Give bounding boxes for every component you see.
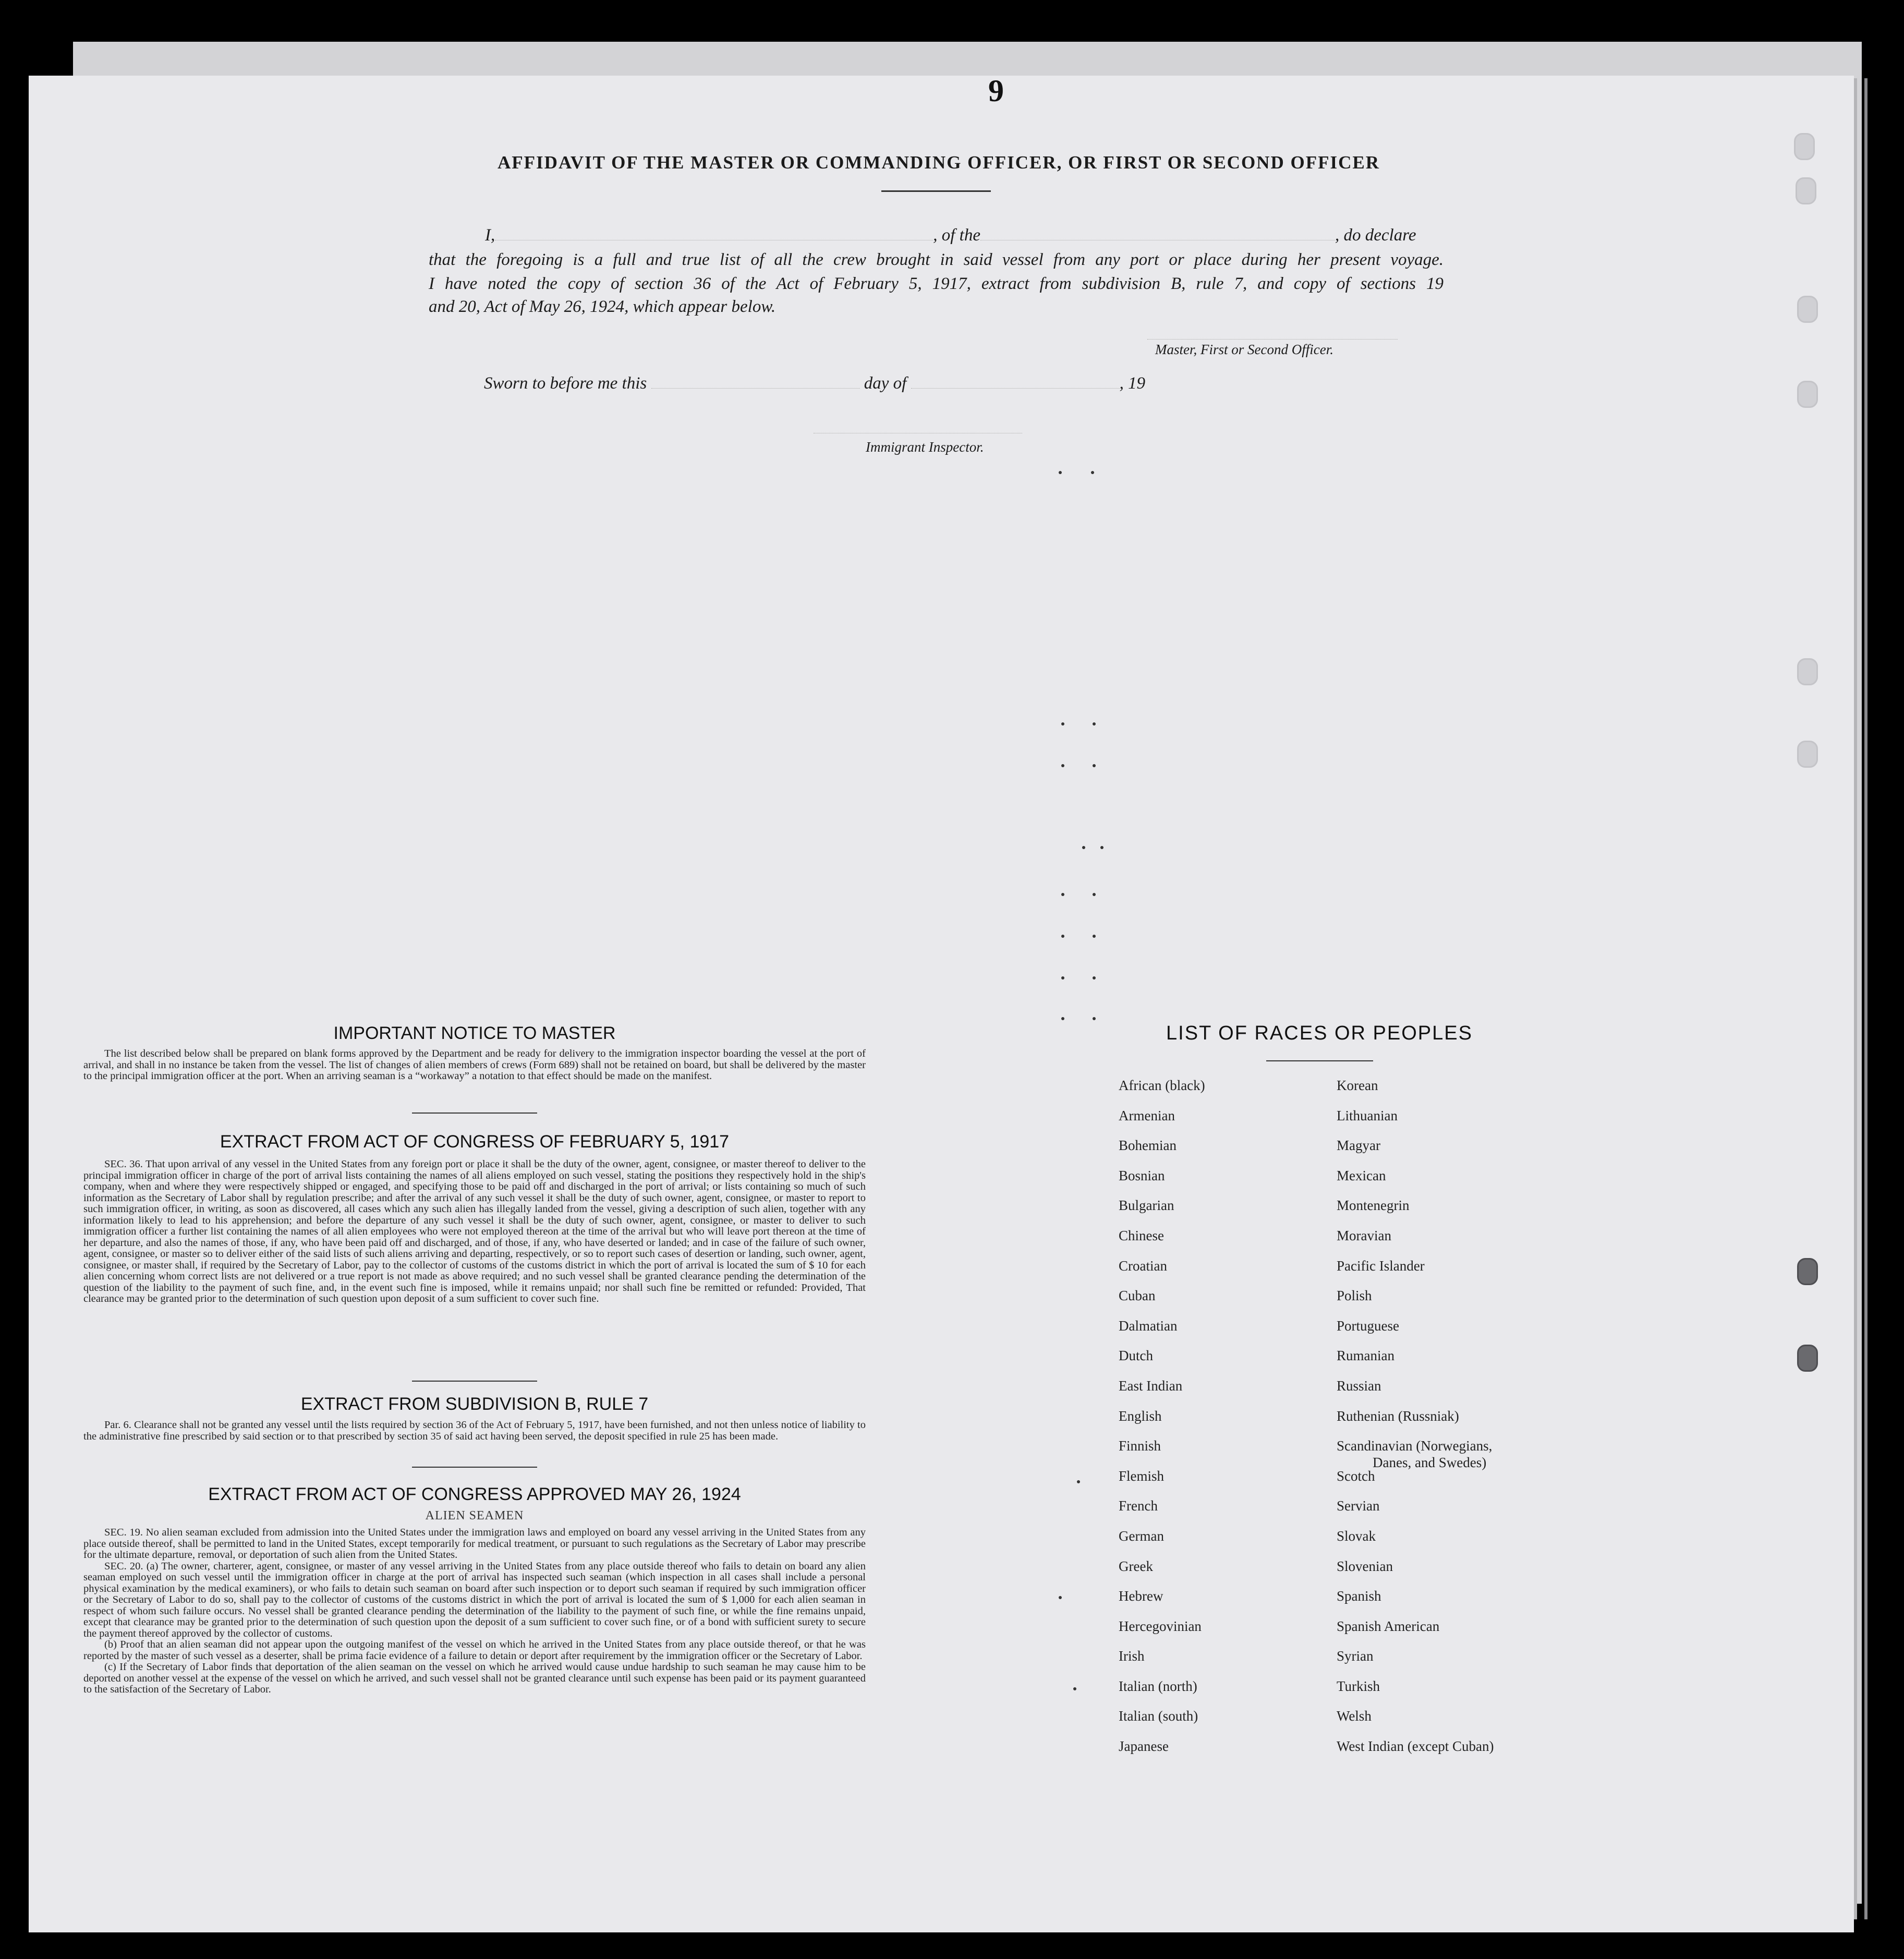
notice-text	[83, 1048, 866, 1082]
binder-hole	[1796, 177, 1816, 204]
race-item: Dalmatian	[1119, 1317, 1178, 1334]
vessel-prefix: , of the	[933, 226, 980, 245]
race-item: Spanish American	[1337, 1618, 1440, 1634]
race-item: Korean	[1337, 1078, 1378, 1093]
scan-speck	[1082, 846, 1085, 849]
inspector-signature-field[interactable]	[814, 422, 1022, 433]
race-item: African (black)	[1119, 1078, 1205, 1093]
race-item: Montenegrin	[1337, 1198, 1410, 1214]
race-item: Hercegovinian	[1119, 1618, 1202, 1634]
race-item: English	[1119, 1408, 1162, 1424]
sworn-prefix: Sworn to before me this	[484, 374, 647, 393]
binder-hole	[1797, 381, 1818, 408]
race-item: Irish	[1119, 1648, 1145, 1664]
race-item: Japanese	[1119, 1738, 1169, 1755]
binder-hole	[1797, 658, 1818, 685]
section-19-paragraph: SEC. 19. No alien seaman excluded from admission into the United States under the immigration laws and employed on board any vessel arriving in the United States from any place outside thereof, shall be permitted to land in the United States, except temporarily for medical treatment, or pursuant to such regulations as the Secretary of Labor may prescribe for the ultimate departure, removal, or deportation of such alien from the United States.	[83, 1527, 866, 1561]
race-item: East Indian	[1119, 1377, 1183, 1394]
scan-speck	[1093, 722, 1096, 725]
scan-speck	[1077, 1480, 1080, 1483]
scan-speck	[1100, 846, 1103, 849]
section-rule	[412, 1381, 537, 1382]
race-item: West Indian (except Cuban)	[1337, 1738, 1494, 1755]
races-column-left	[1119, 1078, 1205, 1769]
race-item: Magyar	[1337, 1138, 1380, 1154]
scan-speck	[1061, 976, 1064, 980]
section-rule	[412, 1112, 537, 1114]
notice-paragraph: The list described below shall be prepared on blank forms approved by the Department and be ready for delivery to the immigration inspector boarding the vessel at the port of arrival, and shall in no instance be taken from the vessel. The list of changes of alien members of crews (Form 689) shall not be retained on board, but shall be delivered by the master to the principal immigration officer at the port. When an arriving seaman is a “workaway” a notation to that effect should be made on the manifest.	[83, 1048, 866, 1082]
signature-label: Master, First or Second Officer.	[1155, 342, 1333, 357]
sworn-line	[484, 371, 1266, 395]
race-item: Bohemian	[1119, 1138, 1177, 1154]
race-item: Scotch	[1337, 1468, 1375, 1484]
sworn-day-of: day of	[864, 374, 907, 393]
races-title: LIST OF RACES OR PEOPLES	[1166, 1022, 1473, 1044]
race-item: Scandinavian (Norwegians,	[1337, 1438, 1493, 1454]
declaration-text: I have noted the copy of section 36 of the Act of February 5, 1917, extract from subdivision B, rule 7, and copy of sections 19	[429, 274, 1444, 293]
scan-speck	[1059, 471, 1062, 474]
scan-speck	[1061, 935, 1064, 938]
scan-speck	[1093, 764, 1096, 767]
race-item: Polish	[1337, 1288, 1372, 1304]
scan-speck	[1059, 1596, 1062, 1599]
scan-speck	[1091, 471, 1094, 474]
rule-7-paragraph: Par. 6. Clearance shall not be granted any vessel until the lists required by section 36 of the Act of February 5, 1917, have been furnished, and not then unless notice of liability to the administrative fine prescribed by said section or to that prescribed by section 35 of said act having been served, the deposit specified in rule 25 has been made.	[83, 1419, 866, 1442]
race-item: Syrian	[1337, 1648, 1374, 1664]
scan-speck	[1073, 1687, 1076, 1690]
scan-speck	[1061, 1017, 1064, 1020]
extract-1917-title: EXTRACT FROM ACT OF CONGRESS OF FEBRUARY 5, 1917	[220, 1132, 730, 1152]
race-item: Spanish	[1337, 1588, 1381, 1604]
extract-1924-subtitle: ALIEN SEAMEN	[425, 1509, 524, 1522]
scan-speck	[1061, 764, 1064, 767]
race-item: Turkish	[1337, 1678, 1380, 1694]
notice-title: IMPORTANT NOTICE TO MASTER	[333, 1023, 616, 1043]
race-item: Moravian	[1337, 1227, 1391, 1243]
declaration-text: that the foregoing is a full and true list of all the crew brought in said vessel from any port or place during her present voyage.	[429, 250, 1444, 269]
section-20b-paragraph: (b) Proof that an alien seaman did not appear upon the outgoing manifest of the vessel on which he arrived in the United States from any place outside thereof, or that he was reported by the master of such vessel as a deserter, shall be prima facie evidence of a failure to detain or deport after requirement by the immigration officer or the Secretary of Labor.	[83, 1639, 866, 1662]
race-item: Croatian	[1119, 1257, 1167, 1274]
section-36-paragraph: SEC. 36. That upon arrival of any vessel in the United States from any foreign port or place it shall be the duty of the owner, agent, consignee, or master thereof to deliver to the principal immigration officer in charge of the port of arrival lists containing the names of all aliens employed on such vessel, stating the positions they respectively hold in the ship's company, when and where they were respectively shipped or engaged, and specifying those to be paid off and discharged in the port of arrival; or lists containing so much of such information as the Secretary of Labor shall by regulation prescribe; and after the arrival of any such vessel it shall be the duty of such owner, agent, consignee, or master to report to such immigration officer, in writing, as soon as discovered, all cases which any such alien has illegally landed from the vessel, giving a description of such alien, together with any information likely to lead to his apprehension; and before the departure of any such vessel it shall be the duty of such owner, agent, consignee, or master to deliver to such immigration officer a further list containing the names of all alien employees who were not employed thereon at the time of the arrival but who will leave port thereon at the time of her departure, and also the names of those, if any, who have been paid off and discharged, and of those, if any, who have deserted or landed; and in case of the failure of such owner, agent, consignee, or master so to deliver either of the said lists of such aliens arriving and departing, respectively, or so to report such cases of desertion or landing, such owner, agent, consignee, or master shall, if required by the Secretary of Labor, pay to the collector of customs of the customs district in which the port of arrival is located the sum of $ 10 for each alien concerning whom correct lists are not delivered or a true report is not made as above required; and no such vessel shall be granted clearance pending the determination of the question of the liability to the payment of such fine, and, in the event such fine is imposed, while it remains unpaid; nor shall such fine be remitted or refunded: Provided, That clearance may be granted prior to the determination of such question upon deposit of a sum sufficient to cover such fine.	[83, 1158, 866, 1304]
declaration-line	[485, 223, 1450, 247]
race-item: Servian	[1337, 1498, 1380, 1514]
race-item: Italian (north)	[1119, 1678, 1197, 1694]
declarant-name-field[interactable]	[495, 224, 933, 240]
declare-suffix: , do declare	[1335, 226, 1416, 245]
race-item: Armenian	[1119, 1107, 1175, 1123]
sworn-month-field[interactable]	[911, 372, 1120, 389]
vessel-name-field[interactable]	[980, 224, 1335, 240]
race-item: Hebrew	[1119, 1588, 1163, 1604]
race-item: Slovak	[1337, 1528, 1376, 1544]
sworn-day-field[interactable]	[651, 372, 860, 389]
signature-field[interactable]	[1147, 329, 1398, 340]
rule-7-title: EXTRACT FROM SUBDIVISION B, RULE 7	[300, 1394, 649, 1414]
declarant-prefix: I,	[485, 226, 495, 245]
rule-7-text	[83, 1420, 866, 1442]
race-item: French	[1119, 1498, 1158, 1514]
races-title-rule	[1266, 1060, 1373, 1061]
sworn-year-prefix: , 19	[1119, 374, 1146, 393]
race-item: Bosnian	[1119, 1167, 1165, 1183]
scan-speck	[1093, 976, 1096, 980]
page-edge	[1864, 78, 1867, 1919]
race-item: Welsh	[1337, 1708, 1372, 1724]
race-item: Russian	[1337, 1377, 1381, 1394]
binder-hole	[1797, 741, 1818, 768]
race-item: Cuban	[1119, 1288, 1156, 1304]
races-column-right	[1337, 1078, 1494, 1769]
race-item: Lithuanian	[1337, 1107, 1398, 1123]
extract-1924-text	[83, 1527, 866, 1696]
inspector-label: Immigrant Inspector.	[866, 439, 984, 455]
scan-speck	[1061, 893, 1064, 896]
section-20a-paragraph: SEC. 20. (a) The owner, charterer, agent, consignee, or master of any vessel arriving in the United States from any place outside thereof who fails to detain on board any alien seaman employed on such vessel until the immigration officer in charge at the port of arrival has inspected such seaman (which inspection in all cases shall include a personal physical examination by the medical examiners), or who fails to detain such seaman on board after such inspection or to deport such seaman if required by such immigration officer or the Secretary of Labor to do so, shall pay to the collector of customs of the customs district in which the port of arrival is located the sum of $ 1,000 for each alien seaman in respect of whom such failure occurs. No vessel shall be granted clearance pending the determination of the liability to the payment of such fine, or while the fine remains unpaid, except that clearance may be granted prior to the determination of such question upon the deposit of a sum sufficient to cover such fine, or of a bond with sufficient surety to secure the payment thereof approved by the collector of customs.	[83, 1560, 866, 1639]
race-item: Bulgarian	[1119, 1198, 1174, 1214]
race-item: Mexican	[1337, 1167, 1386, 1183]
race-item: Slovenian	[1337, 1558, 1393, 1574]
title-rule	[881, 190, 991, 192]
race-item: Finnish	[1119, 1438, 1161, 1454]
binder-hole	[1797, 1258, 1818, 1285]
scan-speck	[1061, 722, 1064, 725]
race-item: Ruthenian (Russniak)	[1337, 1408, 1459, 1424]
binder-hole	[1797, 296, 1818, 323]
binder-hole	[1797, 1345, 1818, 1372]
page-edge	[1854, 78, 1857, 1919]
scan-speck	[1093, 935, 1096, 938]
race-item: Dutch	[1119, 1348, 1153, 1364]
extract-1924-title: EXTRACT FROM ACT OF CONGRESS APPROVED MAY 26, 1924	[208, 1484, 741, 1504]
race-item: Rumanian	[1337, 1348, 1394, 1364]
page-mark: 9	[988, 74, 1004, 108]
race-item: Portuguese	[1337, 1317, 1399, 1334]
race-item: Pacific Islander	[1337, 1257, 1425, 1274]
scan-speck	[1093, 1017, 1096, 1020]
section-20c-paragraph: (c) If the Secretary of Labor finds that deportation of the alien seaman on the vessel on which he arrived would cause undue hardship to such seaman he may cause him to be deported on another vessel at the expense of the vessel on which he arrived, and such vessel shall not be granted clearance until such expense has been paid or its payment guaranteed to the satisfaction of the Secretary of Labor.	[83, 1661, 866, 1695]
race-item: Italian (south)	[1119, 1708, 1198, 1724]
race-item: Greek	[1119, 1558, 1153, 1574]
binder-hole	[1794, 133, 1815, 160]
race-item: Flemish	[1119, 1468, 1165, 1484]
race-item: German	[1119, 1528, 1164, 1544]
declaration-text: and 20, Act of May 26, 1924, which appear below.	[429, 297, 776, 316]
race-item: Chinese	[1119, 1227, 1164, 1243]
race-item-continuation: Danes, and Swedes)	[1373, 1455, 1487, 1470]
scan-speck	[1093, 893, 1096, 896]
affidavit-title: AFFIDAVIT OF THE MASTER OR COMMANDING OFFICER, OR FIRST OR SECOND OFFICER	[498, 152, 1380, 173]
extract-1917-text	[83, 1159, 866, 1305]
section-rule	[412, 1467, 537, 1468]
